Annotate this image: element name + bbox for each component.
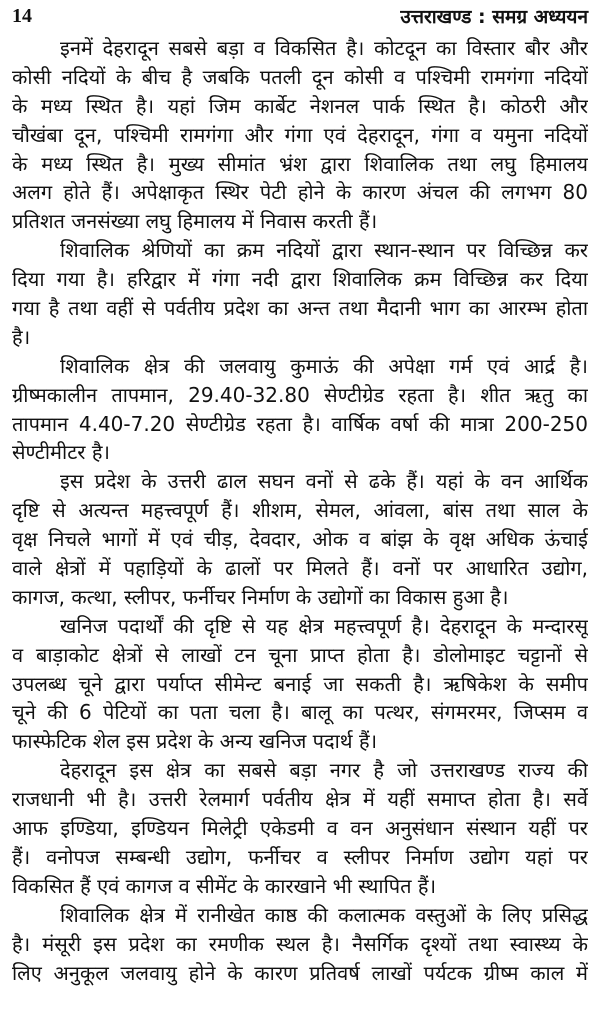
text-line: उपलब्ध चूने द्वारा पर्याप्त सीमेन्ट बनाई जा सकती है। ऋषिकेश के समीप xyxy=(12,671,588,696)
paragraph xyxy=(12,34,588,236)
text-line: शिवालिक क्षेत्र में रानीखेत काष्ठ की कलात्मक वस्तुओं के लिए प्रसिद्ध xyxy=(60,902,588,927)
text-line: इस प्रदेश के उत्तरी ढाल सघन वनों से ढके हैं। यहां के वन आर्थिक xyxy=(60,469,588,494)
page-header xyxy=(12,2,588,30)
paragraph xyxy=(12,352,588,468)
text-line: इनमें देहरादून सबसे बड़ा व विकसित है। कोटदून का विस्तार बौर और xyxy=(60,36,588,60)
text-line: है। xyxy=(12,324,31,349)
paragraph xyxy=(12,901,588,988)
text-line: कागज, कत्था, स्लीपर, फर्नीचर निर्माण के उद्योगों का विकास हुआ है। xyxy=(12,584,509,609)
text-line: शिवालिक क्षेत्र की जलवायु कुमाऊं की अपेक्षा गर्म एवं आर्द्र है। xyxy=(60,353,588,378)
paragraph xyxy=(12,236,588,352)
text-line: है। मंसूरी इस प्रदेश का रमणीक स्थल है। नैसर्गिक दृश्यों तथा स्वास्थ्य के xyxy=(12,931,588,956)
text-line: गया है तथा वहीं से पर्वतीय प्रदेश का अन्त तथा मैदानी भाग का आरम्भ होता xyxy=(12,296,588,321)
text-line: आफ इण्डिया, इण्डियन मिलेट्री एकेडमी व वन अनुसंधान संस्थान यहीं पर xyxy=(12,816,588,841)
text-line: अलग होते हैं। अपेक्षाकृत स्थिर पेटी होने के कारण अंचल की लगभग 80 xyxy=(12,180,588,205)
text-line: चूने की 6 पेटियों का पता चला है। बालू का पत्थर, संगमरमर, जिप्सम व xyxy=(12,700,588,725)
text-line: तापमान 4.40-7.20 सेण्टीग्रेड रहता है। वार्षिक वर्षा की मात्रा 200-250 xyxy=(12,411,588,436)
paragraph xyxy=(12,756,588,900)
page-number: 14 xyxy=(12,4,32,27)
text-line: विकसित हैं एवं कागज व सीमेंट के कारखाने भी स्थापित हैं। xyxy=(12,873,437,898)
text-line: राजधानी भी है। उत्तरी रेलमार्ग पर्वतीय क्षेत्र में यहीं समाप्त होता है। सर्वे xyxy=(12,787,588,812)
text-line: लिए अनुकूल जलवायु होने के कारण प्रतिवर्ष लाखों पर्यटक ग्रीष्म काल में xyxy=(12,960,588,985)
text-line: प्रतिशत जनसंख्या लघु हिमालय में निवास करती हैं। xyxy=(12,209,378,234)
text-line: कोसी नदियों के बीच है जबकि पतली दून कोसी व पश्चिमी रामगंगा नदियों xyxy=(12,64,588,89)
text-line: हैं। वनोपज सम्बन्धी उद्योग, फर्नीचर व स्लीपर निर्माण उद्योग यहां पर xyxy=(12,844,588,869)
text-line: ग्रीष्मकालीन तापमान, 29.40-32.80 सेण्टीग्रेड रहता है। शीत ऋतु का xyxy=(12,382,588,407)
text-line: वृक्ष निचले भागों में एवं चीड़, देवदार, ओक व बांझ के वृक्ष अधिक ऊंचाई xyxy=(12,527,588,552)
text-line: खनिज पदार्थों की दृष्टि से यह क्षेत्र महत्त्वपूर्ण है। देहरादून के मन्दारसू xyxy=(60,613,588,638)
text-line: वाले क्षेत्रों में पहाड़ियों के ढालों पर मिलते हैं। वनों पर आधारित उद्योग, xyxy=(12,556,588,581)
text-line: फास्फेटिक शेल इस प्रदेश के अन्य खनिज पदार्थ हैं। xyxy=(12,729,378,754)
text-line: के मध्य स्थित है। यहां जिम कार्बेट नेशनल पार्क स्थित है। कोठरी और xyxy=(12,93,588,118)
running-title: उत्तराखण्ड : समग्र अध्ययन xyxy=(400,6,588,28)
paragraph xyxy=(12,612,588,756)
text-line: दृष्टि से अत्यन्त महत्त्वपूर्ण हैं। शीशम, सेमल, आंवला, बांस तथा साल के xyxy=(12,498,588,523)
page-body xyxy=(12,34,588,987)
text-line: देहरादून इस क्षेत्र का सबसे बड़ा नगर है जो उत्तराखण्ड राज्य की xyxy=(60,758,588,783)
text-line: के मध्य स्थित है। मुख्य सीमांत भ्रंश द्वारा शिवालिक तथा लघु हिमालय xyxy=(12,151,588,176)
text-line: व बाड़ाकोट क्षेत्रों से लाखों टन चूना प्राप्त होता है। डोलोमाइट चट्टानों से xyxy=(12,642,588,667)
text-line: शिवालिक श्रेणियों का क्रम नदियों द्वारा स्थान-स्थान पर विच्छिन्न कर xyxy=(60,238,588,263)
text-line: चौखंबा दून, पश्चिमी रामगंगा और गंगा एवं देहरादून, गंगा व यमुना नदियों xyxy=(12,122,588,147)
text-line: दिया गया है। हरिद्वार में गंगा नदी द्वारा शिवालिक क्रम विच्छिन्न कर दिया xyxy=(12,267,588,292)
paragraph xyxy=(12,467,588,611)
text-line: सेण्टीमीटर है। xyxy=(12,440,111,465)
